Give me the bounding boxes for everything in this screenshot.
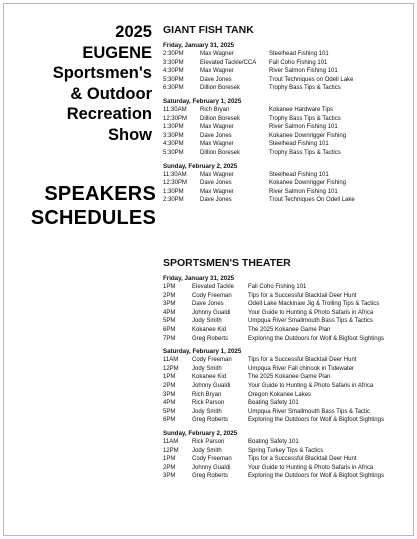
- speaker-name: Jody Smith: [192, 365, 222, 372]
- schedule-row: [163, 50, 417, 59]
- speaker-name: Elevated Tackle: [192, 284, 234, 290]
- session-title: Trout Techniques on Odell Lake: [269, 76, 354, 83]
- speaker-name: Rick Parson: [192, 438, 225, 445]
- session-title: Fall Coho Fishing 101: [248, 284, 307, 290]
- speaker-name: Dave Jones: [200, 197, 232, 204]
- schedule-row: [163, 283, 417, 292]
- session-time: 2PM: [163, 382, 176, 389]
- speaker-name: Dave Jones: [200, 76, 232, 83]
- session-title: Spring Turkey Tips & Tactics: [248, 447, 324, 454]
- day-heading: Sunday, February 2, 2025: [163, 162, 238, 170]
- headline-line: SCHEDULES: [30, 207, 156, 229]
- schedule-row: [163, 123, 417, 132]
- session-time: 1:30PM: [163, 124, 184, 131]
- schedule-row: [163, 188, 417, 197]
- speaker-name: Kokanee Kid: [192, 374, 227, 381]
- flyer-page: [3, 3, 414, 536]
- session-time: 4:30PM: [163, 141, 184, 148]
- session-time: 12PM: [163, 447, 179, 454]
- session-time: 5PM: [163, 408, 176, 415]
- schedule-row: [163, 464, 417, 473]
- session-time: 12:30PM: [163, 180, 188, 187]
- schedule-row: [163, 300, 417, 309]
- session-time: 4PM: [163, 400, 176, 407]
- schedule-row: [163, 326, 417, 335]
- session-title: Exploring the Outdoors for Wolf & Bigfoot Sightings: [248, 473, 384, 480]
- speaker-name: Jody Smith: [192, 447, 222, 454]
- speaker-name: Johnny Gualdi: [192, 309, 231, 316]
- schedule-row: [163, 365, 417, 374]
- speaker-name: Johnny Gualdi: [192, 464, 231, 471]
- speaker-name: Max Wagner: [200, 171, 234, 178]
- speaker-name: Jody Smith: [192, 408, 222, 415]
- session-title: Odell Lake Mackinaw Jig & Trolling Tips & Tactics: [248, 301, 380, 308]
- session-time: 5:30PM: [163, 149, 184, 156]
- speaker-name: Dave Jones: [192, 301, 224, 308]
- schedule-row: [163, 67, 417, 76]
- schedule-row: [163, 106, 417, 115]
- speaker-name: Johnny Gualdi: [192, 382, 231, 389]
- session-time: 11:30AM: [163, 171, 187, 178]
- session-title: Your Guide to Hunting & Photo Safaris in Africa: [248, 382, 374, 389]
- headline-line: SPEAKERS: [44, 183, 156, 205]
- session-title: Exploring the Outdoors for Wolf & Bigfoot Sightings: [248, 417, 384, 424]
- schedule-row: [163, 171, 417, 180]
- session-title: River Salmon Fishing 101: [269, 188, 338, 195]
- schedule-row: [163, 140, 417, 149]
- title-line: & Outdoor: [70, 84, 152, 103]
- session-title: Umpqua River Smallmouth Bass Tips & Tactics: [248, 318, 373, 325]
- session-time: 1PM: [163, 284, 176, 290]
- session-title: Tips for a Successful Blacktail Deer Hunt: [248, 456, 357, 463]
- session-title: River Salmon Fishing 101: [269, 68, 338, 75]
- session-title: Steelhead Fishing 101: [269, 171, 329, 178]
- schedule-row: [163, 317, 417, 326]
- session-time: 12:30PM: [163, 115, 188, 122]
- schedule-row: [163, 356, 417, 365]
- speaker-name: Max Wagner: [200, 68, 234, 75]
- speaker-name: Cody Freeman: [192, 357, 232, 364]
- session-time: 2:30PM: [163, 197, 184, 204]
- speaker-name: Rich Bryan: [200, 106, 230, 113]
- session-time: 4PM: [163, 309, 176, 316]
- speaker-name: Kokanee Kid: [192, 326, 227, 333]
- speaker-name: Greg Roberts: [192, 335, 229, 342]
- session-title: The 2025 Kokanee Game Plan: [248, 326, 331, 333]
- session-title: Tips for a Successful Blacktail Deer Hunt: [248, 292, 357, 299]
- session-time: 7PM: [163, 335, 176, 342]
- schedule-row: [163, 408, 417, 417]
- session-title: Umpqua River Fall chinook in Tidewater: [248, 365, 355, 372]
- schedule-row: [163, 59, 417, 68]
- day-heading: Saturday, February 1, 2025: [163, 97, 242, 105]
- speaker-name: Rich Bryan: [192, 391, 222, 398]
- speaker-name: Max Wagner: [200, 188, 234, 195]
- session-title: Boating Safety 101: [248, 400, 299, 407]
- schedule-row: [163, 416, 417, 425]
- session-title: Kokanee Hardware Tips: [269, 106, 334, 113]
- schedule-row: [163, 196, 417, 205]
- session-title: Your Guide to Hunting & Photo Safaris in Africa: [248, 464, 374, 471]
- speaker-name: Jody Smith: [192, 318, 222, 325]
- schedule-row: [163, 373, 417, 382]
- session-title: Umpqua River Smallmouth Bass Tips & Tactic: [248, 408, 370, 415]
- schedule-row: [163, 447, 417, 456]
- session-title: Steelhead Fishing 101: [269, 141, 329, 148]
- speaker-name: Cody Freeman: [192, 292, 232, 299]
- day-heading: Sunday, February 2, 2025: [163, 429, 238, 437]
- session-time: 2PM: [163, 464, 176, 471]
- schedule-row: [163, 179, 417, 188]
- title-line: Sportsmen's: [52, 64, 152, 82]
- session-time: 3PM: [163, 473, 176, 480]
- day-heading: Saturday, February 1, 2025: [163, 348, 242, 356]
- schedule-row: [163, 438, 417, 447]
- day-heading: Friday, January 31, 2025: [163, 42, 235, 49]
- session-time: 12PM: [163, 365, 179, 372]
- speakers-schedules-headline: [8, 182, 156, 230]
- session-title: Fall Coho Fishing 101: [269, 59, 328, 66]
- speaker-name: Dillion Boresek: [200, 149, 241, 156]
- session-title: River Salmon Fishing 101: [269, 124, 338, 131]
- speaker-name: Elevated Tackle/CCA: [200, 59, 257, 66]
- speaker-name: Cody Freeman: [192, 456, 232, 463]
- session-title: Kokanee Downrigger Fishing: [269, 132, 347, 139]
- session-title: Trout Techniques On Odell Lake: [269, 197, 355, 204]
- day-heading: Friday, January 31, 2025: [163, 275, 235, 282]
- session-title: Oregon Kokanee Lakes: [248, 391, 312, 398]
- session-time: 3PM: [163, 301, 176, 308]
- session-time: 2PM: [163, 292, 176, 299]
- schedule-row: [163, 391, 417, 400]
- speaker-name: Max Wagner: [200, 124, 234, 131]
- title-line: Recreation: [66, 105, 152, 123]
- session-title: Exploring the Outdoors for Wolf & Bigfoot Sightings: [248, 335, 384, 342]
- session-time: 5PM: [163, 318, 176, 325]
- session-title: Trophy Bass Tips & Tactics: [269, 85, 341, 92]
- speaker-name: Dave Jones: [200, 180, 232, 187]
- session-time: 6PM: [163, 326, 176, 333]
- session-time: 3PM: [163, 391, 176, 398]
- session-title: Trophy Bass Tips & Tactics: [269, 115, 341, 122]
- schedule-row: [163, 84, 417, 93]
- session-time: 5:30PM: [163, 76, 184, 83]
- schedule-row: [163, 472, 417, 481]
- giant-fish-tank-schedule: [163, 24, 417, 205]
- session-time: 3:30PM: [163, 59, 184, 66]
- session-time: 11:30AM: [163, 106, 187, 113]
- session-title: Your Guide to Hunting & Photo Safaris in Africa: [248, 309, 374, 316]
- venue-heading: SPORTSMEN'S THEATER: [163, 257, 291, 269]
- schedule-row: [163, 382, 417, 391]
- session-time: 4:30PM: [163, 68, 184, 75]
- sportsmens-theater-schedule: [163, 257, 417, 481]
- speaker-name: Dillion Boresek: [200, 115, 241, 122]
- session-title: Boating Safety 101: [248, 438, 299, 445]
- session-title: Trophy Bass Tips & Tactics: [269, 149, 341, 156]
- session-time: 11AM: [163, 438, 179, 445]
- session-title: Kokanee Downrigger Fishing: [269, 180, 347, 187]
- title-line: EUGENE: [82, 43, 152, 62]
- show-title: [53, 22, 152, 145]
- speaker-name: Max Wagner: [200, 51, 234, 57]
- venue-heading: GIANT FISH TANK: [163, 24, 254, 36]
- speaker-name: Dillion Boresek: [200, 85, 241, 92]
- session-time: 6:30PM: [163, 85, 184, 92]
- schedule-row: [163, 309, 417, 318]
- schedule-row: [163, 335, 417, 344]
- schedule-row: [163, 399, 417, 408]
- session-title: The 2025 Kokanee Game Plan: [248, 374, 331, 381]
- speaker-name: Greg Roberts: [192, 473, 229, 480]
- schedule-row: [163, 292, 417, 301]
- speaker-name: Greg Roberts: [192, 417, 229, 424]
- session-title: Tips for a Successful Blacktail Deer Hunt: [248, 357, 357, 364]
- session-time: 11AM: [163, 357, 179, 364]
- session-time: 3:30PM: [163, 132, 184, 139]
- speaker-name: Rick Parson: [192, 400, 225, 407]
- title-line: 2025: [115, 23, 152, 41]
- title-line: Show: [108, 125, 152, 144]
- session-time: 1PM: [163, 374, 176, 381]
- schedule-row: [163, 76, 417, 85]
- schedule-row: [163, 132, 417, 141]
- session-time: 2:30PM: [163, 51, 184, 57]
- schedule-row: [163, 115, 417, 124]
- speaker-name: Dave Jones: [200, 132, 232, 139]
- session-time: 6PM: [163, 417, 176, 424]
- session-time: 1PM: [163, 456, 176, 463]
- schedule-row: [163, 149, 417, 158]
- session-time: 1:30PM: [163, 188, 184, 195]
- schedule-row: [163, 455, 417, 464]
- speaker-name: Max Wagner: [200, 141, 234, 148]
- session-title: Steelhead Fishing 101: [269, 51, 329, 57]
